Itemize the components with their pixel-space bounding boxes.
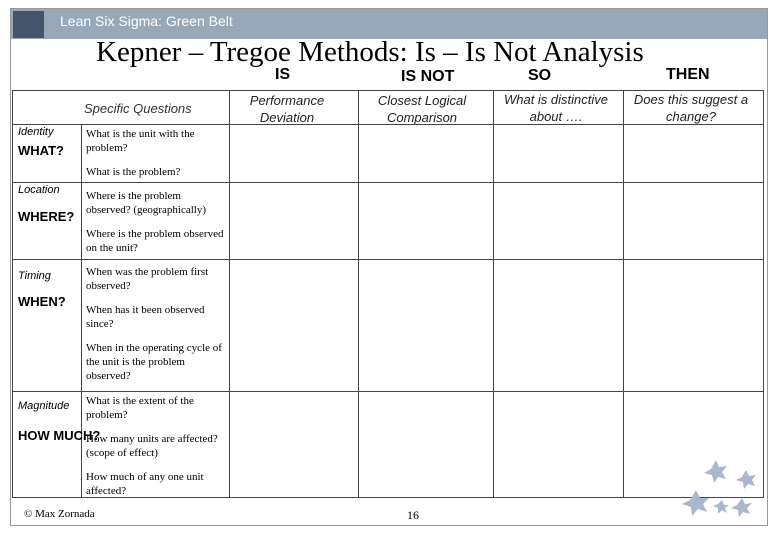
column-heading-is: IS	[275, 66, 291, 83]
question-problem: What is the problem?	[86, 166, 181, 178]
group-heading-where: WHERE?	[18, 209, 75, 224]
column-subheading-then: Does this suggest a change?	[633, 92, 749, 124]
page-number: 16	[407, 508, 419, 522]
decorative-stars-icon	[678, 458, 764, 524]
section-title: Lean Six Sigma: Green Belt	[60, 13, 233, 29]
group-label-timing: Timing	[18, 270, 51, 282]
header-accent-square	[13, 11, 44, 38]
question-unit: What is the unit with the problem?	[86, 128, 195, 154]
question-units-affected: How many units are affected? (scope of effect)	[86, 433, 218, 459]
group-label-identity: Identity	[18, 126, 54, 138]
specific-questions-label: Specific Questions	[84, 101, 192, 116]
column-subheading-is-not: Closest Logical Comparison	[377, 93, 467, 125]
column-subheading-so: What is distinctive about ….	[503, 92, 609, 124]
question-one-unit-affected: How much of any one unit affected?	[86, 471, 204, 497]
column-heading-is-not: IS NOT	[401, 68, 455, 85]
question-first-observed: When was the problem first observed?	[86, 266, 209, 292]
column-subheading-is: Performance Deviation	[249, 93, 325, 125]
group-heading-when: WHEN?	[18, 294, 66, 309]
question-operating-cycle: When in the operating cycle of the unit is the problem observed?	[86, 342, 222, 382]
question-where-on-unit: Where is the problem observed on the unit?	[86, 228, 224, 254]
group-heading-how-much: HOW MUCH?	[18, 428, 101, 443]
question-where-geographic: Where is the problem observed? (geographically)	[86, 190, 207, 216]
group-heading-what: WHAT?	[18, 143, 64, 158]
group-label-magnitude: Magnitude	[18, 400, 70, 412]
group-label-location: Location	[18, 184, 60, 196]
copyright-notice: © Max Zornada	[24, 508, 95, 520]
slide-title: Kepner – Tregoe Methods: Is – Is Not Analysis	[96, 36, 644, 68]
question-extent: What is the extent of the problem?	[86, 395, 194, 421]
column-heading-so: SO	[528, 67, 552, 84]
question-observed-since: When has it been observed since?	[86, 304, 205, 330]
column-heading-then: THEN	[666, 66, 710, 83]
